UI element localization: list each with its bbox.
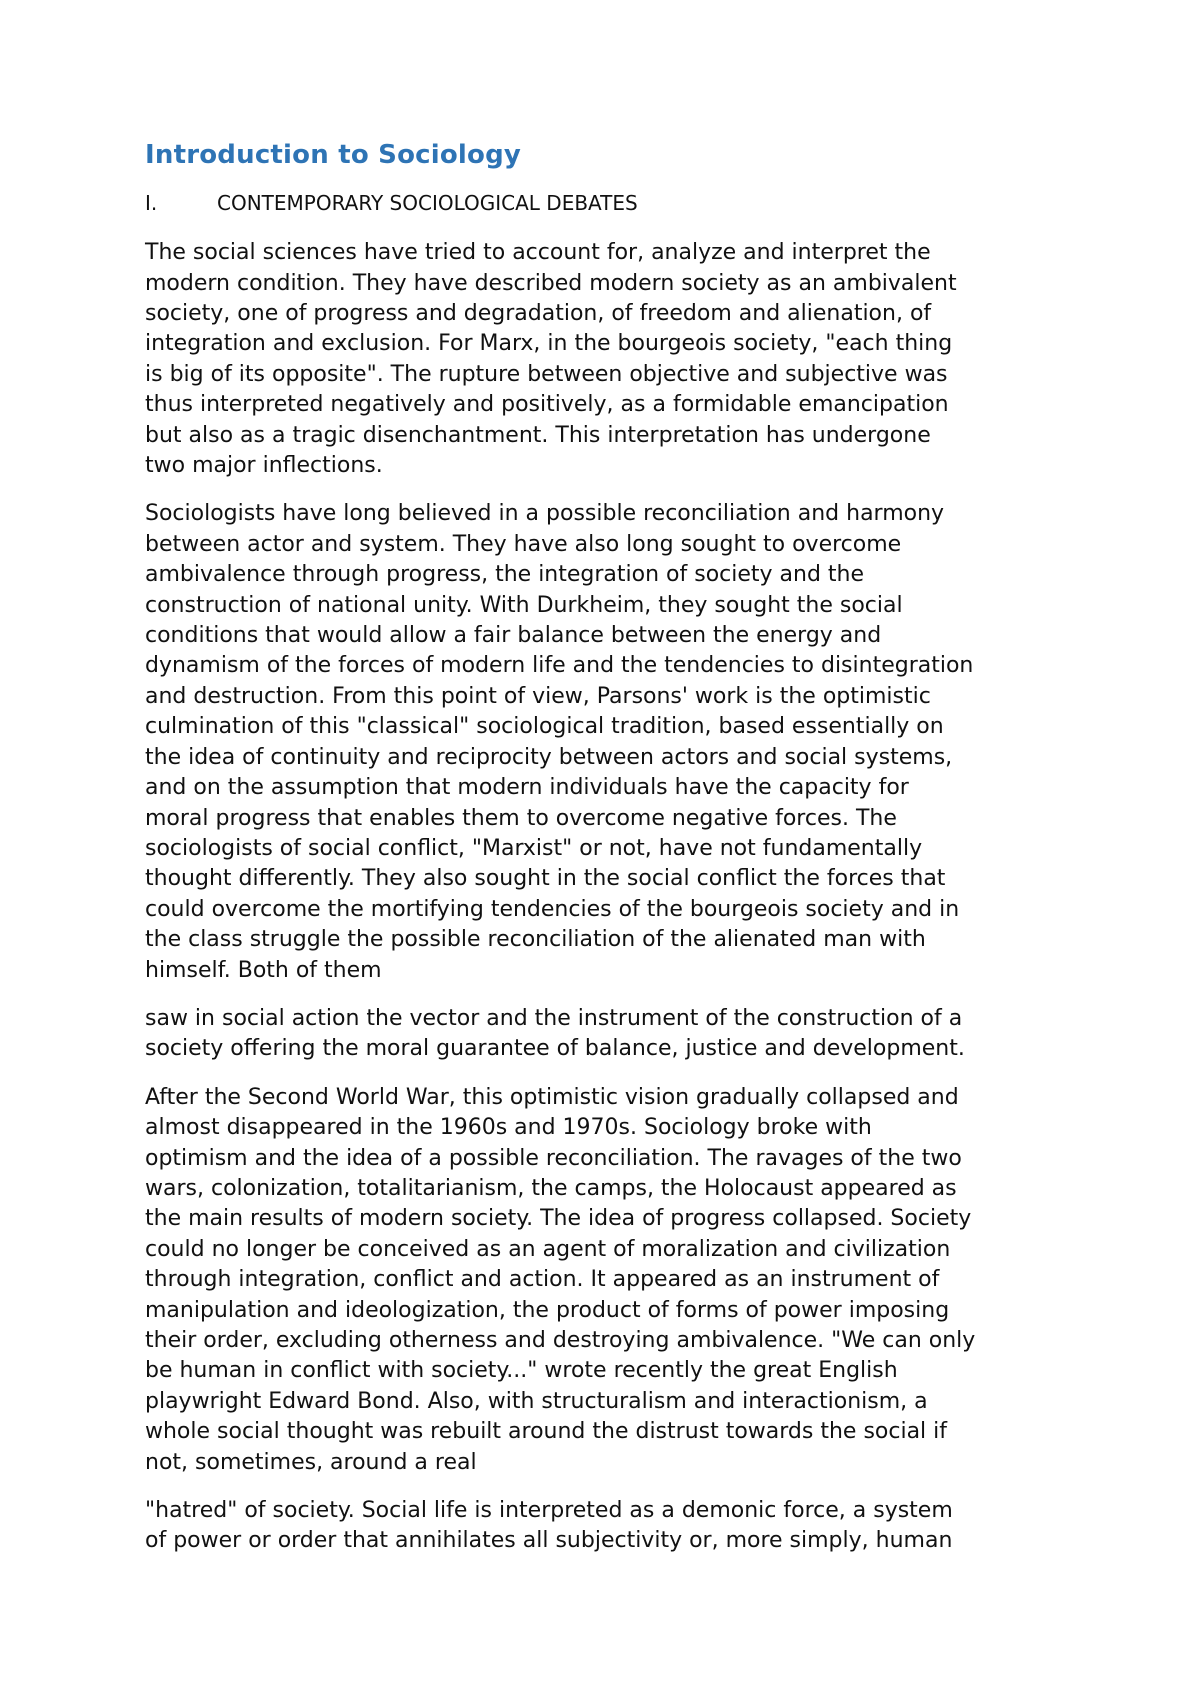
paragraph-line: and on the assumption that modern individuals have the capacity for	[145, 775, 909, 801]
paragraph-line: Sociologists have long believed in a possible reconciliation and harmony	[145, 501, 945, 527]
paragraph-line: thus interpreted negatively and positively, as a formidable emancipation	[145, 392, 949, 418]
section-number: I.	[145, 191, 158, 216]
paragraph	[145, 1083, 1085, 1478]
paragraph-line: "hatred" of society. Social life is interpreted as a demonic force, a system	[145, 1498, 953, 1524]
paragraph-line: their order, excluding otherness and destroying ambivalence. "We can only	[145, 1328, 976, 1353]
paragraph-line: could overcome the mortifying tendencies of the bourgeois society and in	[145, 896, 960, 922]
paragraph-line: construction of national unity. With Durkheim, they sought the social	[145, 592, 903, 618]
paragraph-line: through integration, conflict and action. It appeared as an instrument of	[145, 1267, 940, 1293]
paragraph-line: saw in social action the vector and the instrument of the construction of a	[145, 1005, 963, 1031]
section-heading-text: CONTEMPORARY SOCIOLOGICAL DEBATES	[217, 191, 638, 216]
paragraph-line: and destruction. From this point of view, Parsons' work is the optimistic	[145, 683, 931, 709]
paragraph-line: whole social thought was rebuilt around the distrust towards the social if	[145, 1419, 948, 1445]
paragraph-line: society offering the moral guarantee of balance, justice and development.	[145, 1036, 965, 1062]
paragraph-line: between actor and system. They have also long sought to overcome	[145, 531, 902, 557]
paragraph-line: be human in conflict with society..." wrote recently the great English	[145, 1358, 898, 1384]
paragraph	[145, 1496, 1085, 1557]
paragraph-line: thought differently. They also sought in the social conflict the forces that	[145, 866, 946, 892]
section-heading	[145, 191, 1085, 215]
paragraph-line: of power or order that annihilates all subjectivity or, more simply, human	[145, 1528, 953, 1554]
paragraph-line: The social sciences have tried to account for, analyze and interpret the	[145, 240, 931, 266]
paragraph-line: integration and exclusion. For Marx, in the bourgeois society, "each thing	[145, 331, 953, 357]
paragraph-line: society, one of progress and degradation, of freedom and alienation, of	[145, 301, 932, 326]
paragraph-line: wars, colonization, totalitarianism, the camps, the Holocaust appeared as	[145, 1175, 957, 1201]
paragraph-line: himself. Both of them	[145, 957, 382, 983]
paragraph-line: the class struggle the possible reconciliation of the alienated man with	[145, 927, 926, 953]
paragraph	[145, 499, 1085, 986]
paragraph	[145, 1004, 1085, 1065]
document-title: Introduction to Sociology	[145, 140, 522, 170]
paragraph-line: is big of its opposite". The rupture between objective and subjective was	[145, 361, 948, 387]
paragraphs-container	[145, 238, 1085, 1557]
paragraph-line: moral progress that enables them to overcome negative forces. The	[145, 805, 897, 831]
paragraph-line: conditions that would allow a fair balance between the energy and	[145, 623, 882, 649]
paragraph-line: dynamism of the forces of modern life and the tendencies to disintegration	[145, 653, 974, 679]
paragraph-line: After the Second World War, this optimistic vision gradually collapsed and	[145, 1084, 959, 1110]
paragraph-line: almost disappeared in the 1960s and 1970s. Sociology broke with	[145, 1115, 872, 1141]
paragraph-line: manipulation and ideologization, the product of forms of power imposing	[145, 1297, 950, 1323]
paragraph-line: culmination of this "classical" sociological tradition, based essentially on	[145, 714, 944, 740]
paragraph-line: playwright Edward Bond. Also, with structuralism and interactionism, a	[145, 1388, 928, 1414]
paragraph-line: optimism and the idea of a possible reconciliation. The ravages of the two	[145, 1145, 962, 1171]
paragraph-line: not, sometimes, around a real	[145, 1449, 477, 1475]
paragraph-line: two major inflections.	[145, 453, 383, 479]
paragraph-line: could no longer be conceived as an agent of moralization and civilization	[145, 1236, 951, 1262]
paragraph-line: sociologists of social conflict, "Marxist" or not, have not fundamentally	[145, 835, 923, 861]
paragraph-line: but also as a tragic disenchantment. This interpretation has undergone	[145, 422, 931, 448]
paragraph-line: the idea of continuity and reciprocity between actors and social systems,	[145, 744, 953, 770]
paragraph-line: the main results of modern society. The idea of progress collapsed. Society	[145, 1206, 972, 1232]
paragraph-line: modern condition. They have described modern society as an ambivalent	[145, 270, 957, 296]
paragraph-line: ambivalence through progress, the integration of society and the	[145, 562, 865, 588]
paragraph	[145, 238, 1085, 481]
document-body	[145, 140, 1085, 1575]
